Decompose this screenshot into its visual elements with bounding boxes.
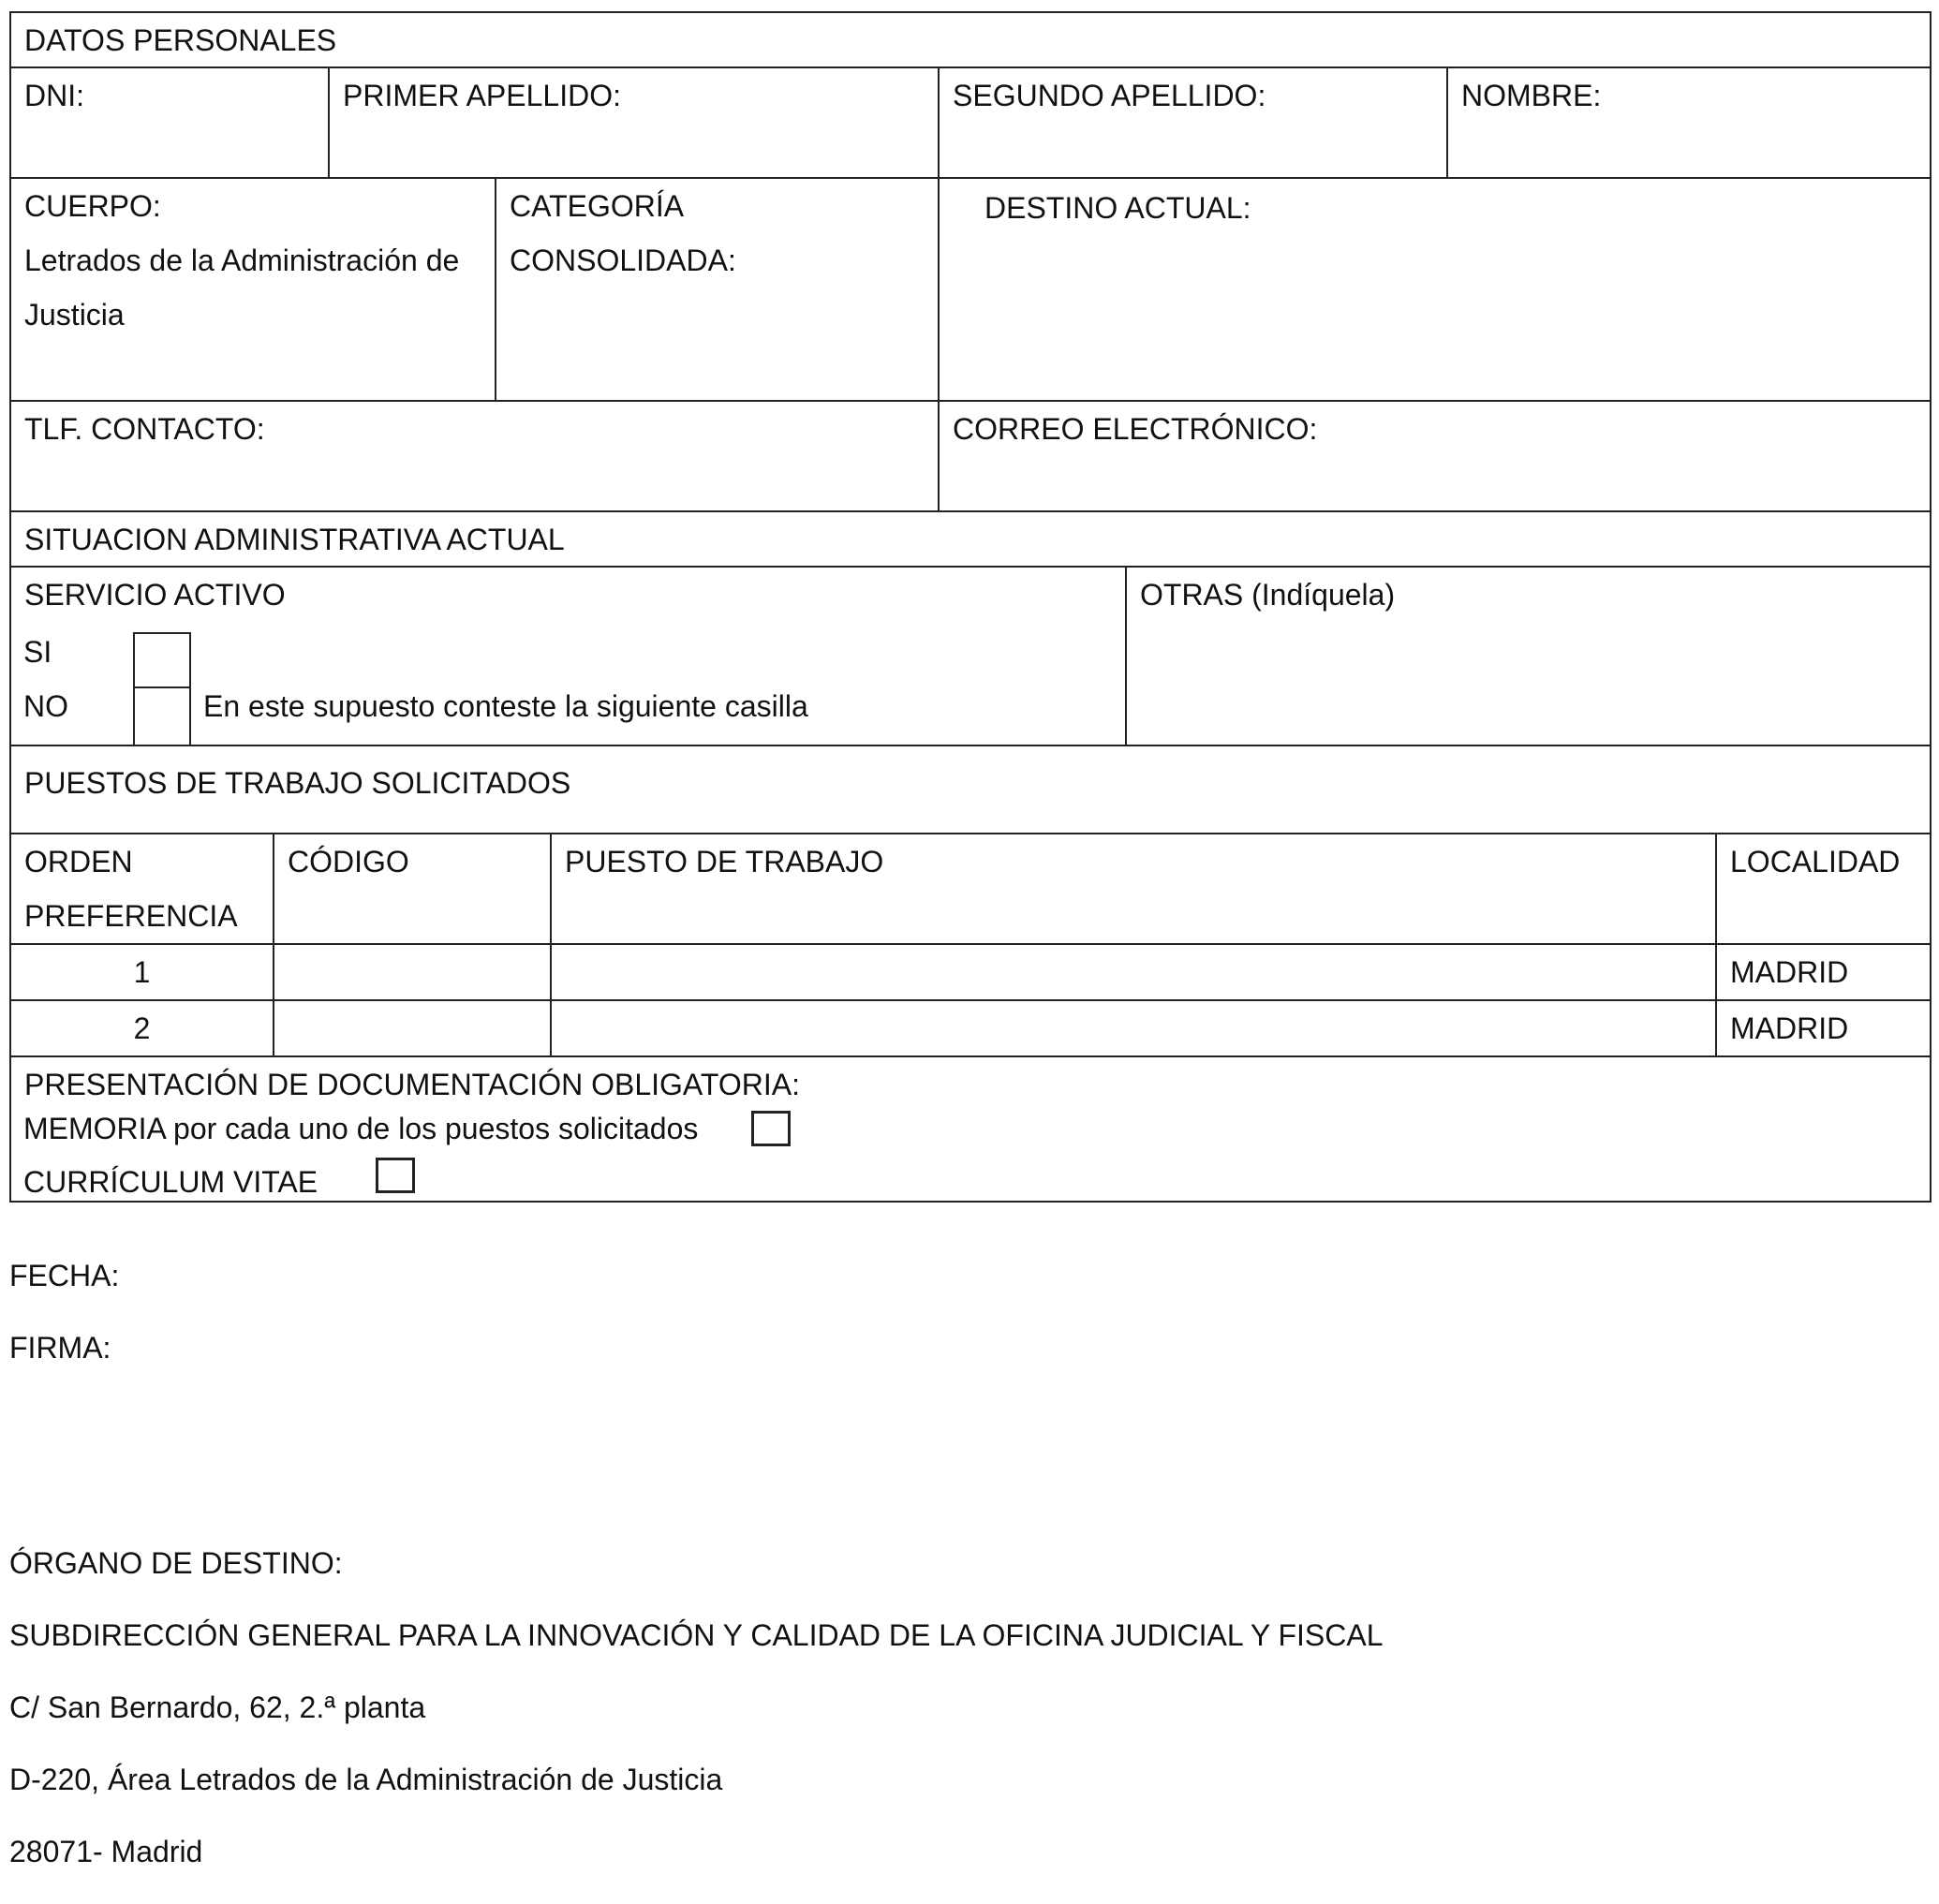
categoria-consolidada-field[interactable]: [495, 177, 940, 402]
nombre-label: NOMBRE:: [1461, 79, 1602, 112]
table-row-2-orden: [9, 999, 274, 1057]
memoria-checkbox[interactable]: [751, 1111, 791, 1146]
otras-field[interactable]: [1125, 566, 1932, 746]
table-row-2-codigo[interactable]: [273, 999, 552, 1057]
table-row-1-localidad: [1715, 943, 1932, 1001]
table-row-1-puesto[interactable]: [550, 943, 1717, 1001]
col-codigo-header: [273, 833, 552, 945]
tlf-contacto-label: TLF. CONTACTO:: [24, 412, 265, 446]
col-orden-line2: PREFERENCIA: [24, 899, 238, 933]
row-1-localidad-value: MADRID: [1730, 955, 1849, 989]
dni-field[interactable]: [9, 66, 330, 179]
cuerpo-field: [9, 177, 496, 402]
col-localidad-label: LOCALIDAD: [1730, 845, 1901, 878]
primer-apellido-label: PRIMER APELLIDO:: [343, 79, 621, 112]
no-checkbox[interactable]: [133, 686, 191, 746]
situacion-title: SITUACION ADMINISTRATIVA ACTUAL: [24, 523, 565, 556]
documentacion-title: PRESENTACIÓN DE DOCUMENTACIÓN OBLIGATORIA:: [24, 1068, 800, 1101]
table-row-1-codigo[interactable]: [273, 943, 552, 1001]
firma-label: FIRMA:: [9, 1331, 111, 1365]
fecha-label: FECHA:: [9, 1259, 120, 1292]
memoria-label: MEMORIA por cada uno de los puestos solicitados: [23, 1112, 699, 1145]
table-row-1-orden: [9, 943, 274, 1001]
subdireccion-text: SUBDIRECCIÓN GENERAL PARA LA INNOVACIÓN Y CALIDAD DE LA OFICINA JUDICIAL Y FISCAL: [9, 1618, 1384, 1652]
col-puesto-label: PUESTO DE TRABAJO: [565, 845, 884, 878]
segundo-apellido-label: SEGUNDO APELLIDO:: [953, 79, 1266, 112]
si-checkbox[interactable]: [133, 632, 191, 688]
departamento-text: D-220, Área Letrados de la Administración de Justicia: [9, 1763, 723, 1796]
categoria-label-line1: CATEGORÍA: [510, 189, 685, 223]
curriculum-checkbox[interactable]: [376, 1158, 415, 1193]
tlf-contacto-field[interactable]: [9, 400, 940, 512]
cuerpo-label: CUERPO:: [24, 189, 161, 223]
col-localidad-header: [1715, 833, 1932, 945]
col-puesto-header: [550, 833, 1717, 945]
situacion-header: [9, 510, 1932, 568]
col-orden-header: [9, 833, 274, 945]
direccion-text: C/ San Bernardo, 62, 2.ª planta: [9, 1690, 426, 1724]
segundo-apellido-field[interactable]: [938, 66, 1448, 179]
nombre-field[interactable]: [1446, 66, 1932, 179]
no-label: NO: [23, 689, 68, 723]
curriculum-label: CURRÍCULUM VITAE: [23, 1165, 318, 1199]
destino-actual-label: DESTINO ACTUAL:: [984, 191, 1251, 225]
correo-electronico-field[interactable]: [938, 400, 1932, 512]
categoria-label-line2: CONSOLIDADA:: [510, 244, 736, 277]
row-1-orden-value: 1: [133, 955, 151, 989]
otras-label: OTRAS (Indíquela): [1140, 578, 1396, 612]
si-label: SI: [23, 635, 52, 669]
organo-destino-label: ÓRGANO DE DESTINO:: [9, 1546, 343, 1580]
col-orden-line1: ORDEN: [24, 845, 133, 878]
cuerpo-value-line2: Justicia: [24, 298, 125, 332]
cp-ciudad-text: 28071- Madrid: [9, 1835, 203, 1868]
puestos-title: PUESTOS DE TRABAJO SOLICITADOS: [24, 766, 571, 800]
no-note: En este supuesto conteste la siguiente casilla: [203, 689, 808, 723]
puestos-header: [9, 745, 1932, 834]
table-row-2-puesto[interactable]: [550, 999, 1717, 1057]
row-2-orden-value: 2: [133, 1011, 151, 1045]
table-row-2-localidad: [1715, 999, 1932, 1057]
row-2-localidad-value: MADRID: [1730, 1011, 1849, 1045]
correo-electronico-label: CORREO ELECTRÓNICO:: [953, 412, 1318, 446]
servicio-activo-label: SERVICIO ACTIVO: [24, 578, 286, 612]
datos-personales-title: DATOS PERSONALES: [24, 23, 337, 57]
cuerpo-value-line1: Letrados de la Administración de: [24, 244, 460, 277]
destino-actual-field[interactable]: [938, 177, 1932, 402]
datos-personales-header: [9, 11, 1932, 68]
dni-label: DNI:: [24, 79, 84, 112]
primer-apellido-field[interactable]: [328, 66, 940, 179]
col-codigo-label: CÓDIGO: [288, 845, 409, 878]
